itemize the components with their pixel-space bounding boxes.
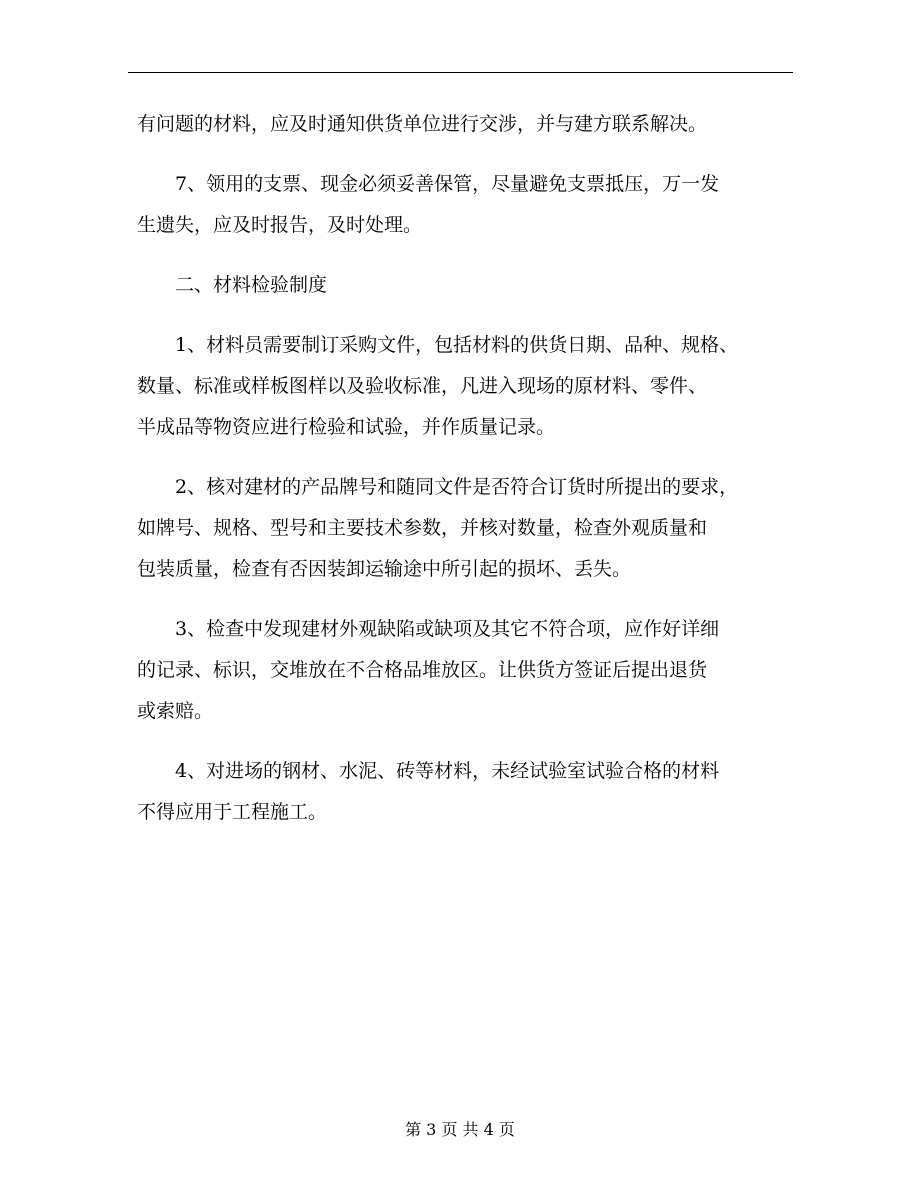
text-line: 1、材料员需要制订采购文件，包括材料的供货日期、品种、规格、 [175, 334, 739, 356]
text-line: 3、检查中发现建材外观缺陷或缺项及其它不符合项，应作好详细 [175, 618, 720, 640]
paragraph-continuation [137, 104, 797, 145]
document-body [137, 104, 797, 852]
text-line: 不得应用于工程施工。 [137, 801, 328, 823]
paragraph-item-7 [137, 164, 797, 246]
text-line: 4、对进场的钢材、水泥、砖等材料，未经试验室试验合格的材料 [175, 760, 720, 782]
text-line: 包装质量，检查有否因装卸运输途中所引起的损坏、丢失。 [137, 558, 632, 580]
header-rule [128, 72, 793, 73]
paragraph-item-4 [137, 751, 797, 833]
text-line: 如牌号、规格、型号和主要技术参数，并核对数量，检查外观质量和 [137, 517, 708, 539]
text-line: 半成品等物资应进行检验和试验，并作质量记录。 [137, 416, 556, 438]
paragraph-item-2 [137, 467, 797, 590]
page-number-footer: 第 3 页 共 4 页 [405, 1120, 515, 1139]
text-line: 2、核对建材的产品牌号和随同文件是否符合订货时所提出的要求， [175, 476, 739, 498]
text-line: 的记录、标识，交堆放在不合格品堆放区。让供货方签证后提出退货 [137, 659, 708, 681]
text-line: 有问题的材料，应及时通知供货单位进行交涉，并与建方联系解决。 [137, 113, 708, 135]
heading-text: 二、材料检验制度 [175, 274, 328, 296]
text-line: 数量、标准或样板图样以及验收标准，凡进入现场的原材料、零件、 [137, 375, 708, 397]
text-line: 或索赔。 [137, 700, 214, 722]
paragraph-item-1 [137, 325, 797, 448]
text-line: 生遗失，应及时报告，及时处理。 [137, 214, 423, 236]
paragraph-item-3 [137, 609, 797, 732]
section-heading [137, 265, 797, 306]
text-line: 7、领用的支票、现金必须妥善保管，尽量避免支票抵压，万一发 [175, 173, 720, 195]
